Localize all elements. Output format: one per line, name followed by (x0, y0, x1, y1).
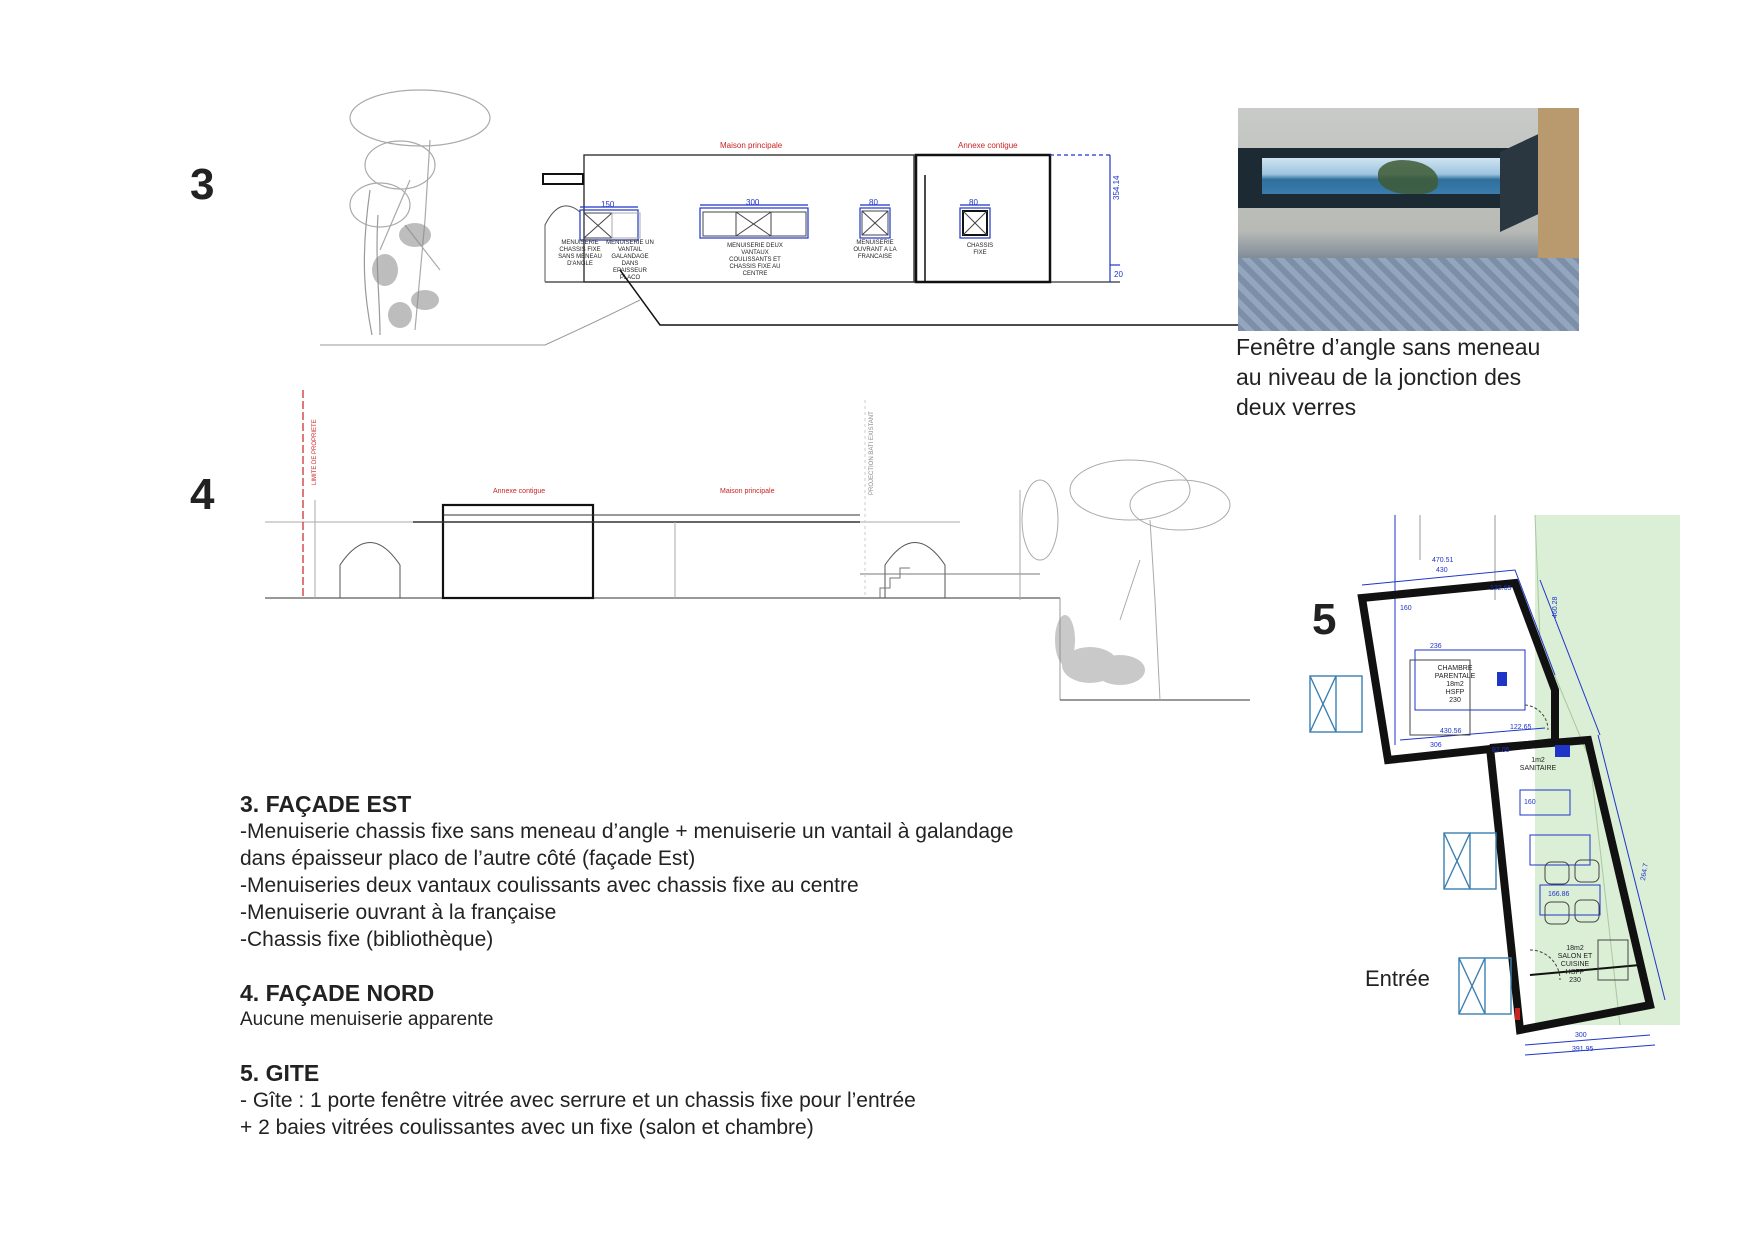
plan-dim-6: 430.56 (1440, 728, 1462, 735)
plan-dim-11: 166.86 (1548, 891, 1570, 898)
notes-4-line-1: Aucune menuiserie apparente (240, 1009, 494, 1030)
room-salon-name: SALON ET CUISINE (1557, 953, 1593, 968)
notes-title-4: 4. FAÇADE NORD (240, 980, 435, 1006)
section-number-5: 5 (1312, 595, 1337, 644)
room-sanitaire (1513, 757, 1563, 773)
photo-caption-line-1: Fenêtre d’angle sans meneau (1236, 334, 1541, 360)
dim-base: 20 (1114, 270, 1123, 279)
note-window-4: MENUISERIE OUVRANT A LA FRANCAISE (853, 240, 897, 260)
photo-caption-line-2: au niveau de la jonction des (1236, 364, 1522, 390)
note-window-3: MENUISERIE DEUX VANTAUX COULISSANTS ET CHASSIS FIXE AU CENTRE (727, 243, 783, 277)
room-salon-ref: HSFP (1565, 969, 1585, 976)
notes-3-line-2: dans épaisseur placo de l’autre côté (façade Est) (240, 847, 696, 870)
room-sanitaire-area: 1m2 (1531, 757, 1545, 764)
room-chambre (1425, 665, 1485, 705)
notes-3-line-4: -Menuiserie ouvrant à la française (240, 901, 557, 924)
notes-title-3: 3. FAÇADE EST (240, 791, 412, 817)
plan-dim-9: 82.05 (1492, 747, 1510, 754)
dim-window-4: 80 (869, 198, 878, 207)
dim-height: 354.14 (1112, 175, 1121, 200)
room-sanitaire-name: SANITAIRE (1519, 765, 1557, 772)
room-chambre-name: CHAMBRE PARENTALE (1434, 665, 1476, 680)
note-window-1: MENUISERIE CHASSIS FIXE SANS MENEAU D'ANGLE (558, 240, 602, 267)
plan-dim-2: 430 (1436, 567, 1448, 574)
room-chambre-height: 230 (1449, 697, 1461, 704)
plan-dim-15: 264.7 (1640, 862, 1650, 882)
note-window-5: CHASSIS FIXE (966, 243, 994, 256)
room-salon (1545, 945, 1605, 985)
dim-window-5: 80 (969, 198, 978, 207)
section-number-3: 3 (190, 160, 215, 209)
room-salon-height: 230 (1569, 977, 1581, 984)
plan-dim-5: 236 (1430, 643, 1442, 650)
room-chambre-area: 18m2 (1446, 681, 1464, 688)
notes-3-line-5: -Chassis fixe (bibliothèque) (240, 928, 494, 951)
room-chambre-ref: HSFP (1445, 689, 1465, 696)
notes-title-5: 5. GITE (240, 1060, 320, 1086)
room-salon-area: 18m2 (1566, 945, 1584, 952)
plan-dim-14: 460.28 (1552, 596, 1559, 618)
plan-dim-7: 306 (1430, 742, 1442, 749)
plan-dim-4: 160 (1400, 605, 1412, 612)
dim-window-1: 150 (601, 200, 615, 209)
photo-caption-line-3: deux verres (1236, 394, 1357, 420)
plan-dim-12: 300 (1575, 1032, 1587, 1039)
notes-3-line-1: -Menuiserie chassis fixe sans meneau d’angle + menuiserie un vantail à galandage (240, 820, 1014, 843)
plan-dim-1: 470.51 (1432, 557, 1454, 564)
plan-dim-3: 122.65 (1490, 585, 1512, 592)
section-number-4: 4 (190, 470, 215, 519)
notes-5-line-2: + 2 baies vitrées coulissantes avec un fixe (salon et chambre) (240, 1116, 814, 1139)
dim-window-3: 300 (746, 198, 760, 207)
label-projection: PROJECTION BATI EXISTANT (869, 411, 875, 495)
notes-5-line-1: - Gîte : 1 porte fenêtre vitrée avec serrure et un chassis fixe pour l’entrée (240, 1089, 916, 1112)
plan-dim-10: 160 (1524, 799, 1536, 806)
entree-label: Entrée (1365, 966, 1430, 991)
notes-3-line-3: -Menuiseries deux vantaux coulissants avec chassis fixe au centre (240, 874, 859, 897)
note-window-2: MENUISERIE UN VANTAIL GALANDAGE DANS EPAISSEUR PLACO (606, 240, 654, 281)
label-limite-propriete: LIMITE DE PROPRIETE (312, 419, 318, 485)
label-annexe-est: Annexe contigue (958, 141, 1018, 150)
label-annexe-nord: Annexe contigue (493, 488, 546, 495)
plan-dim-13: 391.95 (1572, 1046, 1594, 1053)
label-maison-principale-est: Maison principale (720, 141, 783, 150)
label-maison-principale-nord: Maison principale (720, 488, 775, 495)
plan-dim-8: 122.65 (1510, 724, 1532, 731)
notes-block (240, 790, 1140, 1141)
